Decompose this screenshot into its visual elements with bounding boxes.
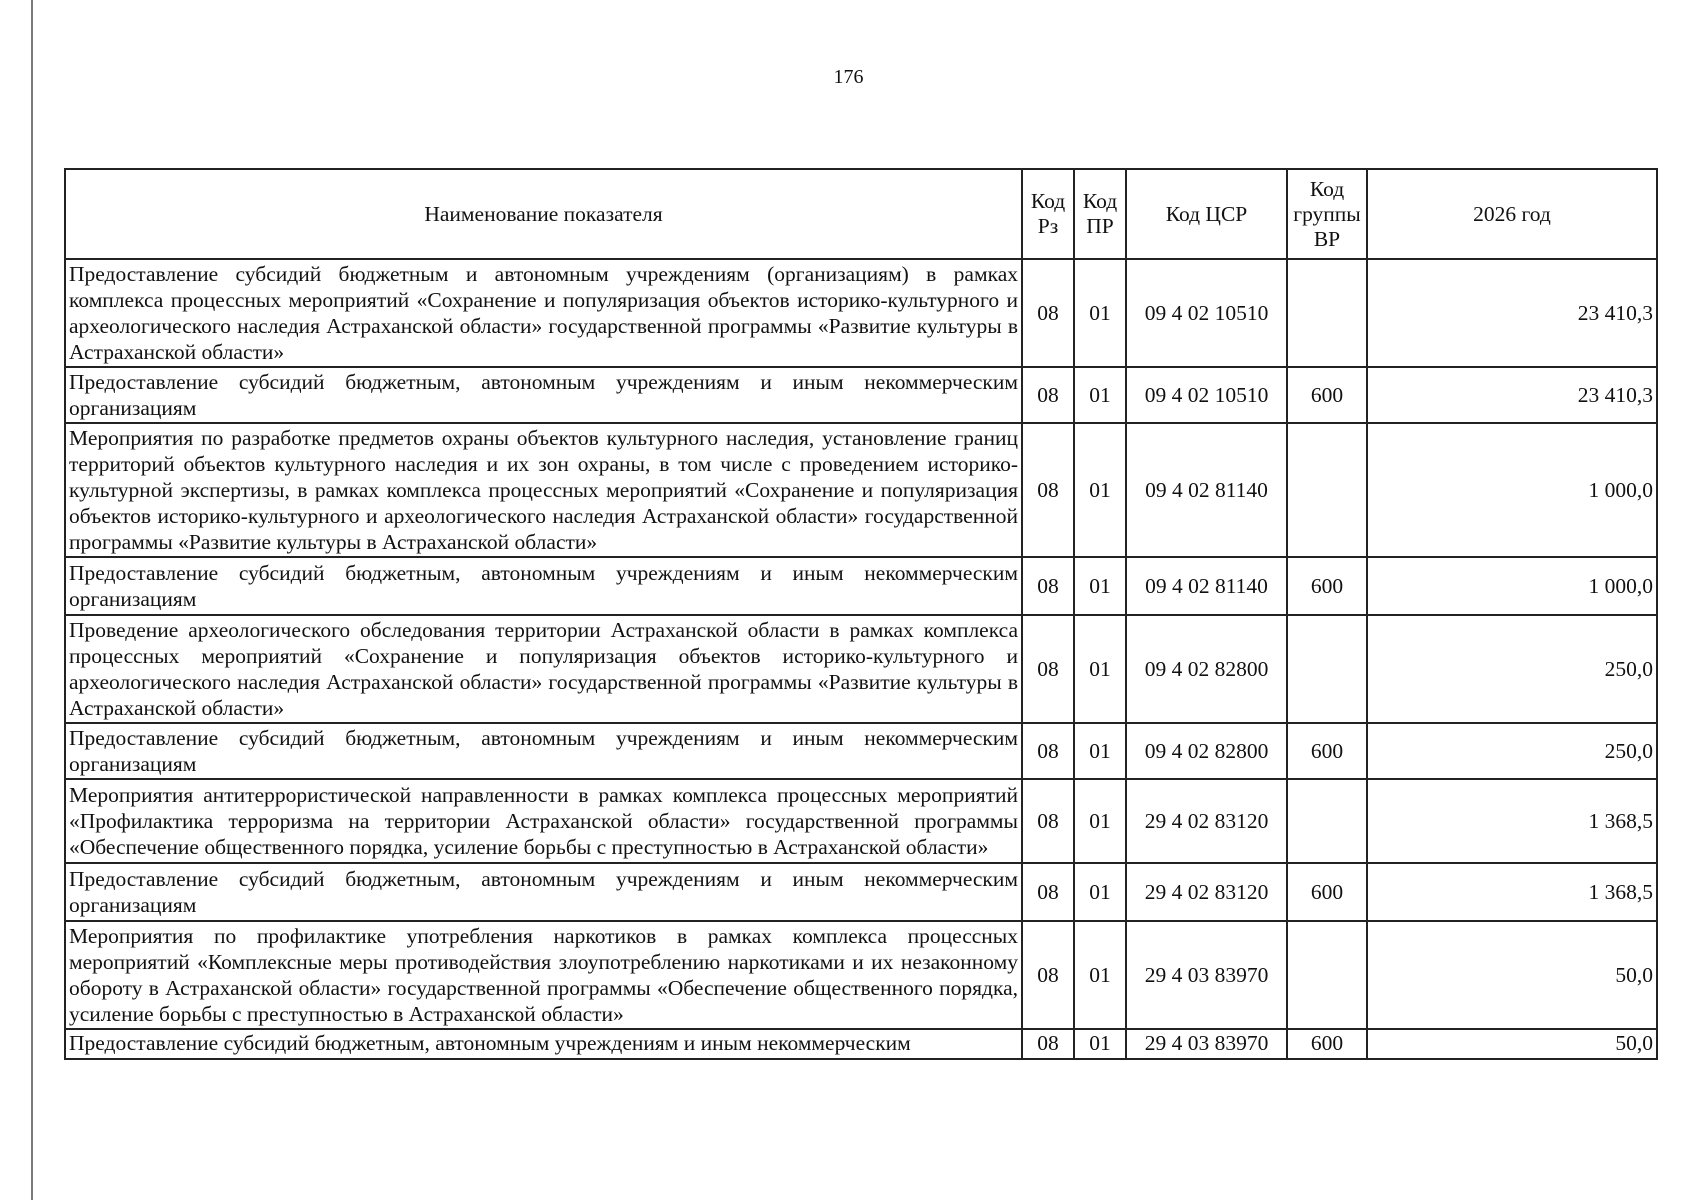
table-header-row (65, 169, 1657, 259)
row-rz: 08 (1022, 557, 1074, 615)
row-rz: 08 (1022, 921, 1074, 1029)
row-rz: 08 (1022, 367, 1074, 423)
row-pr: 01 (1074, 863, 1126, 921)
row-pr: 01 (1074, 423, 1126, 557)
row-csr: 09 4 02 82800 (1126, 723, 1287, 779)
row-rz: 08 (1022, 259, 1074, 367)
row-vr (1287, 423, 1367, 557)
header-csr: Код ЦСР (1126, 169, 1287, 259)
table-row (65, 921, 1657, 1029)
row-amount: 1 368,5 (1367, 779, 1657, 863)
row-amount: 23 410,3 (1367, 367, 1657, 423)
row-amount: 250,0 (1367, 723, 1657, 779)
row-pr: 01 (1074, 779, 1126, 863)
row-vr (1287, 779, 1367, 863)
row-name: Предоставление субсидий бюджетным, автономным учреждениям и иным некоммерческим организациям (65, 723, 1022, 779)
row-rz: 08 (1022, 779, 1074, 863)
header-name: Наименование показателя (65, 169, 1022, 259)
page-number: 176 (833, 66, 864, 88)
header-year: 2026 год (1367, 169, 1657, 259)
binding-margin-line (31, 0, 33, 1200)
row-csr: 29 4 03 83970 (1126, 1029, 1287, 1059)
row-pr: 01 (1074, 259, 1126, 367)
row-amount: 23 410,3 (1367, 259, 1657, 367)
row-name: Мероприятия антитеррористической направленности в рамках комплекса процессных мероприятий «Профилактика терроризма на территории Астраханской области» государственной программы «Обеспечение общественного порядка, усиление борьбы с преступностью в Астраханской области» (65, 779, 1022, 863)
row-pr: 01 (1074, 557, 1126, 615)
row-name: Мероприятия по профилактике употребления наркотиков в рамках комплекса процессных мероприятий «Комплексные меры противодействия злоупотреблению наркотиками и их незаконному обороту в Астраханской области» государственной программы «Обеспечение общественного порядка, усиление борьбы с преступностью в Астраханской области» (65, 921, 1022, 1029)
table-row (65, 423, 1657, 557)
row-name: Предоставление субсидий бюджетным, автономным учреждениям и иным некоммерческим организациям (65, 557, 1022, 615)
table-row (65, 863, 1657, 921)
row-vr (1287, 921, 1367, 1029)
row-vr (1287, 615, 1367, 723)
row-name: Предоставление субсидий бюджетным, автономным учреждениям и иным некоммерческим (65, 1029, 1022, 1059)
row-amount: 50,0 (1367, 921, 1657, 1029)
row-rz: 08 (1022, 1029, 1074, 1059)
table-row (65, 259, 1657, 367)
row-rz: 08 (1022, 615, 1074, 723)
budget-table (64, 168, 1658, 1060)
row-amount: 1 368,5 (1367, 863, 1657, 921)
table-row (65, 779, 1657, 863)
row-rz: 08 (1022, 423, 1074, 557)
row-csr: 09 4 02 81140 (1126, 557, 1287, 615)
row-amount: 1 000,0 (1367, 423, 1657, 557)
row-name: Мероприятия по разработке предметов охраны объектов культурного наследия, установление границ территорий объектов культурного наследия и их зон охраны, в том числе с проведением историко-культурной экспертизы, в рамках комплекса процессных мероприятий «Сохранение и популяризация объектов историко-культурного и археологического наследия Астраханской области» государственной программы «Развитие культуры в Астраханской области» (65, 423, 1022, 557)
row-amount: 250,0 (1367, 615, 1657, 723)
table-row (65, 367, 1657, 423)
table-row (65, 615, 1657, 723)
row-vr: 600 (1287, 1029, 1367, 1059)
row-csr: 29 4 03 83970 (1126, 921, 1287, 1029)
header-pr: Код ПР (1074, 169, 1126, 259)
row-vr: 600 (1287, 557, 1367, 615)
row-name: Предоставление субсидий бюджетным, автономным учреждениям и иным некоммерческим организациям (65, 367, 1022, 423)
row-csr: 09 4 02 10510 (1126, 367, 1287, 423)
row-name: Проведение археологического обследования территории Астраханской области в рамках комплекса процессных мероприятий «Сохранение и популяризация объектов историко-культурного и археологического наследия Астраханской области» государственной программы «Развитие культуры в Астраханской области» (65, 615, 1022, 723)
table-row (65, 723, 1657, 779)
row-csr: 29 4 02 83120 (1126, 779, 1287, 863)
row-csr: 09 4 02 10510 (1126, 259, 1287, 367)
row-csr: 09 4 02 81140 (1126, 423, 1287, 557)
header-rz: Код Рз (1022, 169, 1074, 259)
row-vr: 600 (1287, 723, 1367, 779)
header-vr: Код группы ВР (1287, 169, 1367, 259)
row-rz: 08 (1022, 863, 1074, 921)
row-csr: 29 4 02 83120 (1126, 863, 1287, 921)
row-name: Предоставление субсидий бюджетным, автономным учреждениям и иным некоммерческим организациям (65, 863, 1022, 921)
row-pr: 01 (1074, 723, 1126, 779)
table-row (65, 557, 1657, 615)
row-amount: 50,0 (1367, 1029, 1657, 1059)
row-vr: 600 (1287, 367, 1367, 423)
row-vr (1287, 259, 1367, 367)
table-row (65, 1029, 1657, 1059)
row-pr: 01 (1074, 367, 1126, 423)
row-vr: 600 (1287, 863, 1367, 921)
row-pr: 01 (1074, 615, 1126, 723)
row-name: Предоставление субсидий бюджетным и автономным учреждениям (организациям) в рамках комплекса процессных мероприятий «Сохранение и популяризация объектов историко-культурного и археологического наследия Астраханской области» государственной программы «Развитие культуры в Астраханской области» (65, 259, 1022, 367)
row-csr: 09 4 02 82800 (1126, 615, 1287, 723)
row-pr: 01 (1074, 921, 1126, 1029)
row-rz: 08 (1022, 723, 1074, 779)
row-pr: 01 (1074, 1029, 1126, 1059)
row-amount: 1 000,0 (1367, 557, 1657, 615)
